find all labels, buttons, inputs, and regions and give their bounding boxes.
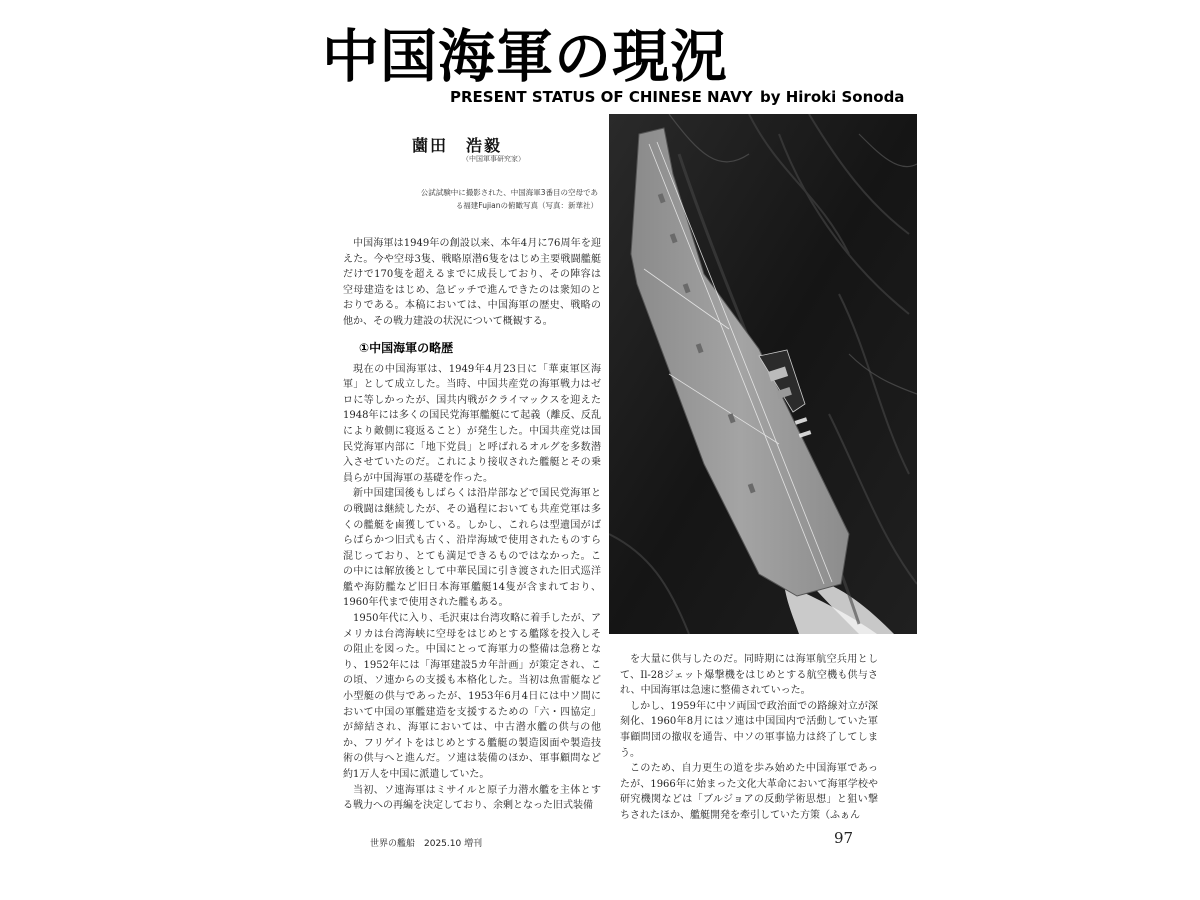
body-paragraph: 新中国建国後もしばらくは沿岸部などで国民党海軍との戦闘は継続したが、その過程においても共産党軍は多くの艦艇を鹵獲している。しかし、これらは型遺国がばらばらかつ旧式も古く、沿岸海域で使用されたものすら混じっており、とても満足できるものではなかった。この中には解放後として中華民国に引き渡された旧式巡洋艦や海防艦など旧日本海軍艦艇14隻が含まれており、1960年代まで使用された艦もある。 xyxy=(343,488,601,609)
article-body-left-column xyxy=(343,236,601,814)
article-body-right-column xyxy=(620,652,878,824)
section-heading: ①中国海軍の略歴 xyxy=(359,340,454,355)
article-byline: by Hiroki Sonoda xyxy=(760,88,905,106)
article-title: 中国海軍の現況 xyxy=(322,24,728,90)
body-paragraph: を大量に供与したのだ。同時期には海軍航空兵用として、Il-28ジェット爆撃機をはじめとする航空機も供与され、中国海軍は急速に整備されていった。 xyxy=(620,654,878,697)
body-paragraph: 現在の中国海軍は、1949年4月23日に「華東軍区海軍」として成立した。当時、中国共産党の海軍戦力はゼロに等しかったが、国共内戦がクライマックスを迎えた1948年には多くの国民党海軍艦艇にて起義（離反、反乱により敵側に寝返ること）が発生した。中国共産党は国民党海軍内部に「地下党員」と呼ばれるオルグを多数潜入させていたのだ。これにより接収された艦艇とその乗員らが中国海軍の基礎を作った。 xyxy=(343,363,601,484)
body-paragraph: このため、自力更生の道を歩み始めた中国海軍であったが、1966年に始まった文化大革命において海軍学校や研究機関などは「ブルジョアの反動学術思想」と狙い撃ちされたほか、艦艇開発を牽引していた方策（ふぁん xyxy=(620,763,878,821)
publication-footer: 世界の艦船 2025.10 増刊 xyxy=(370,839,483,849)
page-number: 97 xyxy=(834,829,854,847)
article-subtitle: PRESENT STATUS OF CHINESE NAVY xyxy=(450,88,753,106)
body-paragraph: 当初、ソ連海軍はミサイルと原子力潜水艦を主体とする戦力への再編を決定しており、余剰となった旧式装備 xyxy=(343,784,601,812)
author-affiliation: （中国軍事研究家） xyxy=(462,155,525,163)
photo-caption: 公試試験中に撮影された、中国海軍3番目の空母である福建Fujianの俯瞰写真（写真：新華社） xyxy=(420,188,598,210)
article-intro: 中国海軍は1949年の創設以来、本年4月に76周年を迎えた。今や空母3隻、戦略原潜6隻をはじめ主要戦闘艦艇だけで170隻を超えるまでに成長しており、その陣容は空母建造をはじめ、急ピッチで進んできたのは衆知のとおりである。本稿においては、中国海軍の歴史、戦略の他か、その戦力建設の状況について概観する。 xyxy=(343,238,601,327)
author-name: 薗田 浩毅 xyxy=(412,136,503,155)
body-paragraph: 1950年代に入り、毛沢東は台湾攻略に着手したが、アメリカは台湾海峡に空母をはじめとする艦隊を投入しその阻止を図った。中国にとって海軍力の整備は急務となり、1952年には「海軍建設5カ年計画」が策定され、この頃、ソ連からの支援も本格化した。当初は魚雷艇など小型艇の供与であったが、1953年6月4日には中ソ間において中国の軍艦建造を支援するための「六・四協定」が締結され、海軍においては、中古潜水艦の供与の他か、フリゲイトをはじめとする艦艇の製造図面や製造技術の供与へと進んだ。ソ連は装備のほか、軍事顧問など約1万人を中国に派遣していた。 xyxy=(343,613,601,780)
body-paragraph: しかし、1959年に中ソ両国で政治面での路線対立が深刻化、1960年8月にはソ連は中国国内で活動していた軍事顧問団の撤収を通告、中ソの軍事協力は終了してしまう。 xyxy=(620,700,878,759)
aircraft-carrier-photo xyxy=(609,114,917,634)
